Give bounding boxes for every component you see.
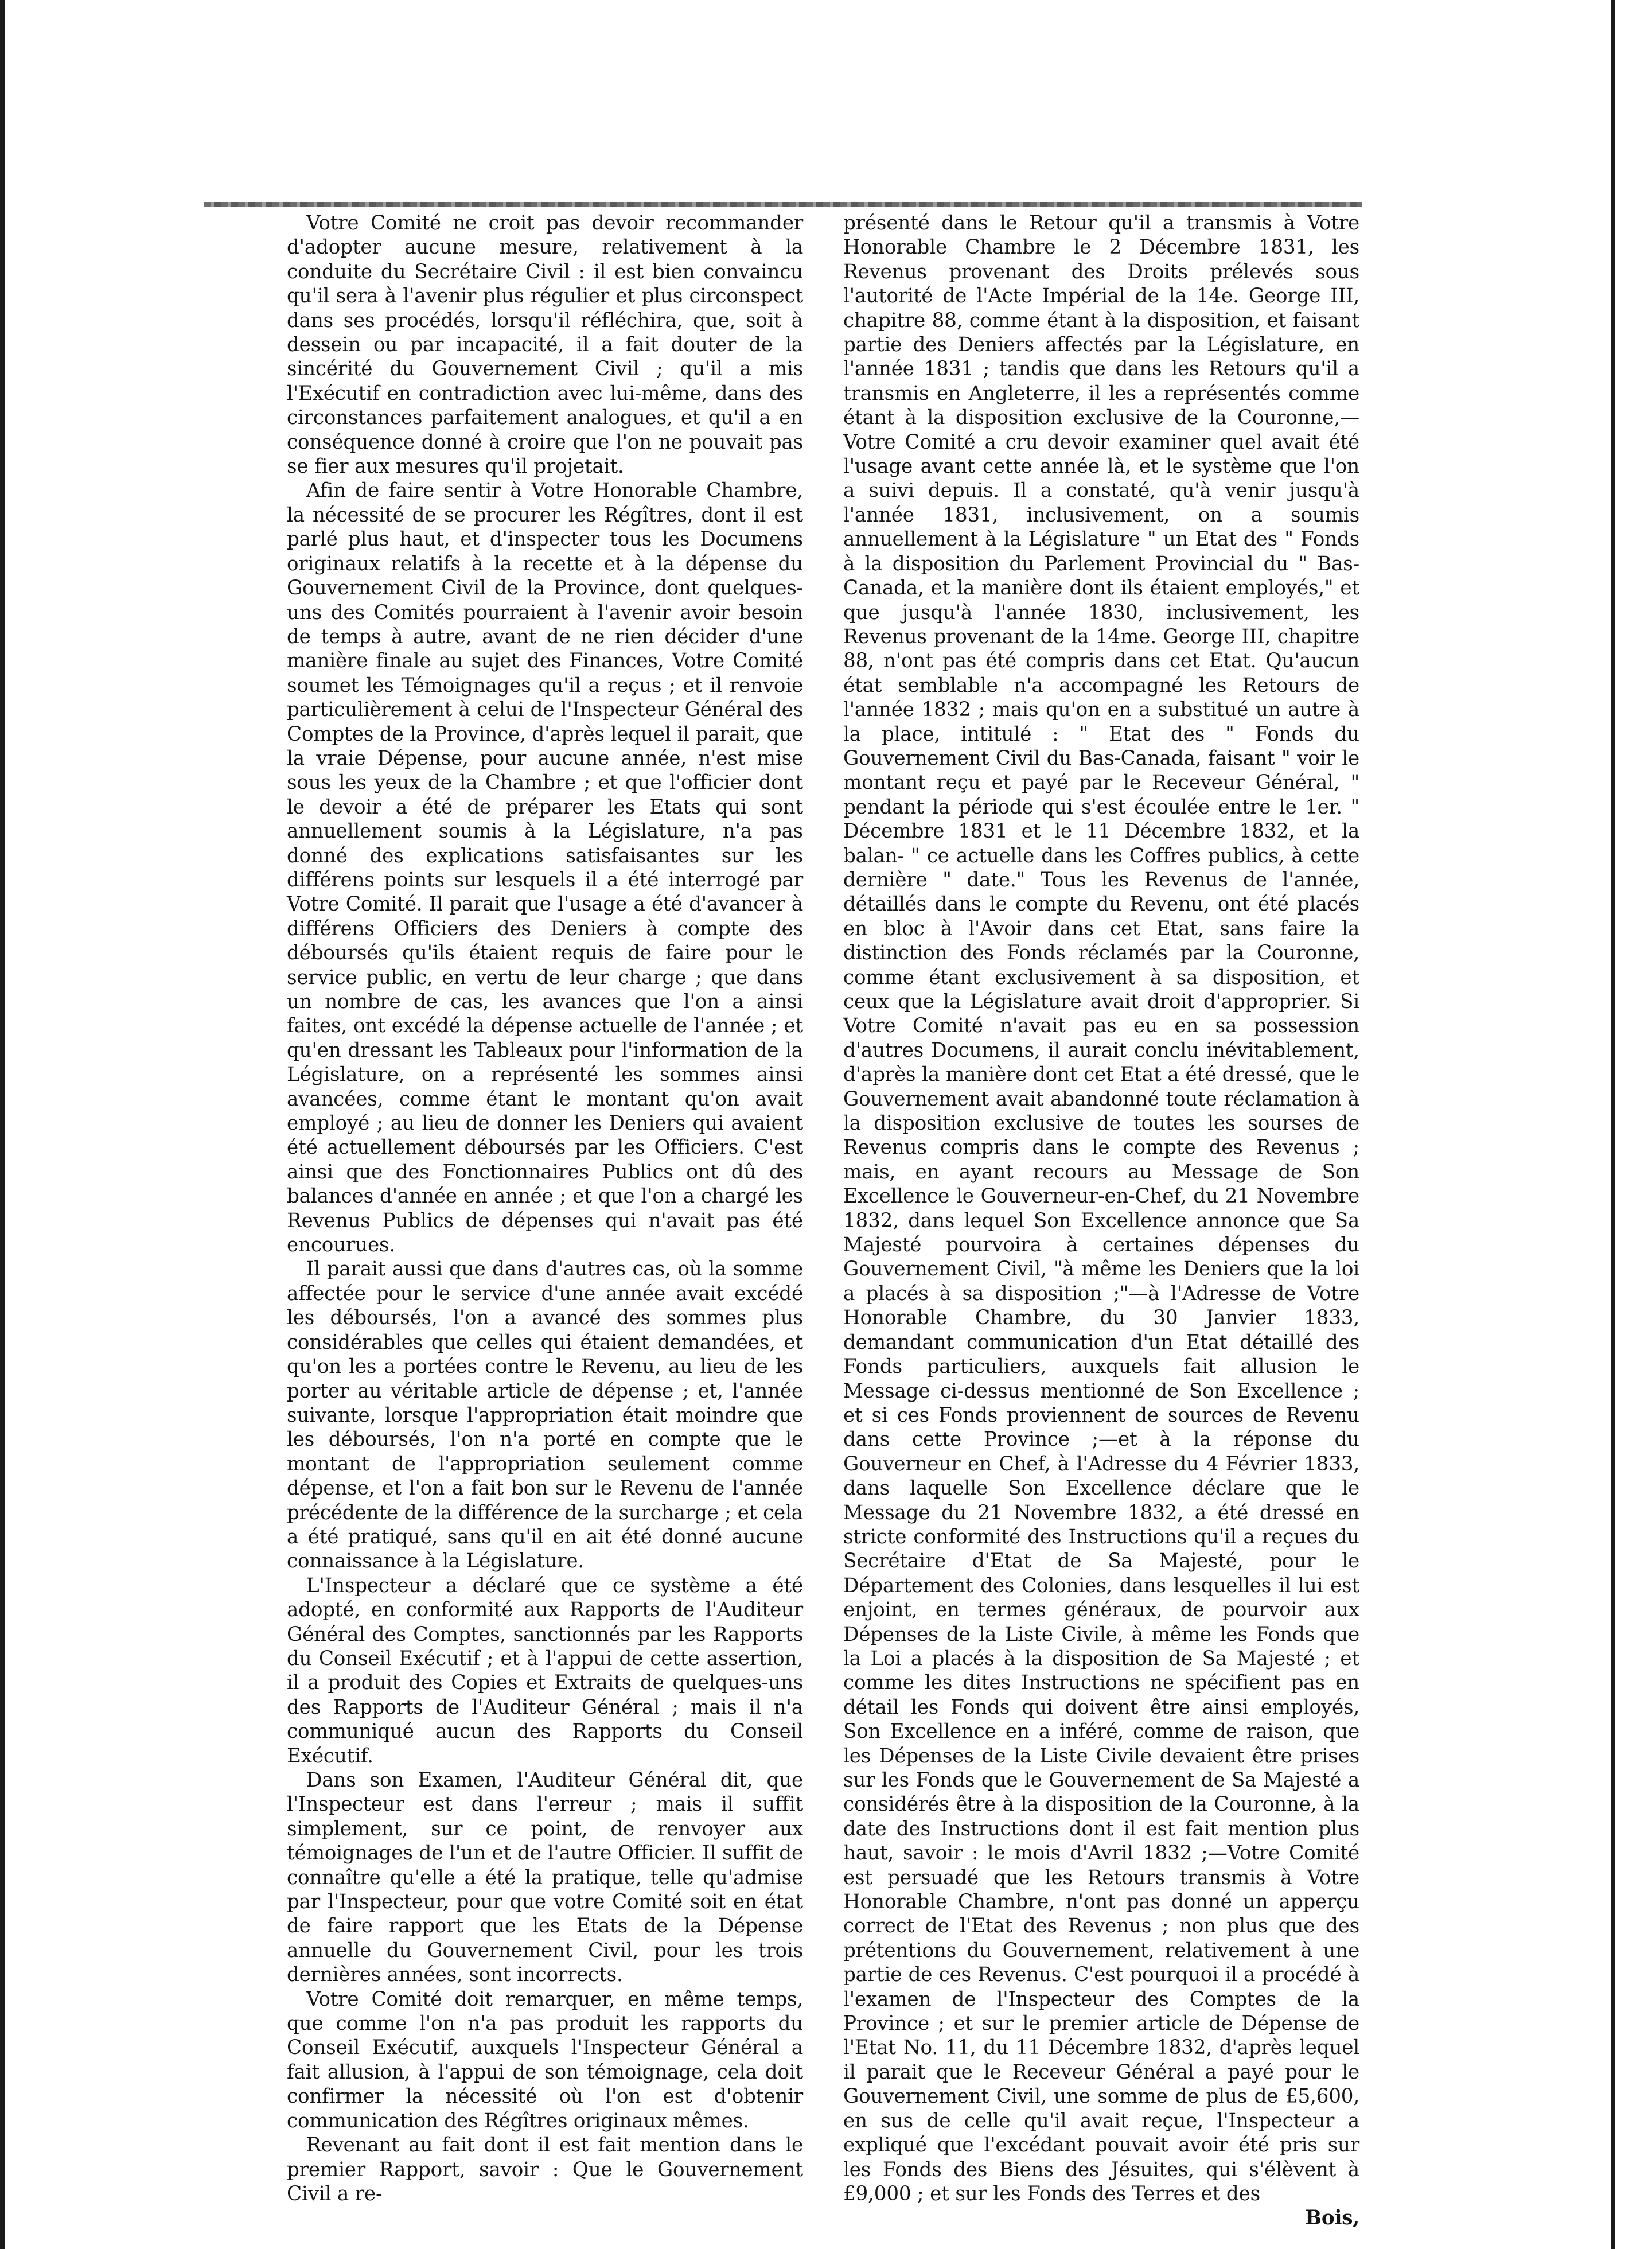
- document-page: [287, 211, 1359, 2230]
- paragraph: Il parait aussi que dans d'autres cas, où la somme affectée pour le service d'une année avait excédé les déboursés, l'on a avancé des sommes plus considérables que celles qui étaient demandées, et qu'on les a portées contre le Revenu, au lieu de les porter au véritable article de dépense ; et, l'année suivante, lorsque l'appropriation était moindre que les déboursés, l'on n'a porté en compte que le montant de l'appropriation seulement comme dépense, et l'on a fait bon sur le Revenu de l'année précédente de la différence de la surcharge ; et cela a été pratiqué, sans qu'il en ait été donné aucune connaissance à la Législature.: [287, 1258, 803, 1573]
- paragraph: Votre Comité doit remarquer, en même temps, que comme l'on n'a pas produit les rapports du Conseil Exécutif, auxquels l'Inspecteur Général a fait allusion, à l'appui de son témoignage, cela doit confirmer la nécessité où l'on est d'obtenir communication des Régîtres originaux mêmes.: [287, 1987, 803, 2133]
- paragraph: Votre Comité ne croit pas devoir recommander d'adopter aucune mesure, relativement à la conduite du Secrétaire Civil : il est bien convaincu qu'il sera à l'avenir plus régulier et plus circonspect dans ses procédés, lorsqu'il réfléchira, que, soit à dessein ou par incapacité, il a fait douter de la sincérité du Gouvernement Civil ; qu'il a mis l'Exécutif en contradiction avec lui-même, dans des circonstances parfaitement analogues, et qu'il a en conséquence donné à croire que l'on ne pouvait pas se fier aux mesures qu'il projetait.: [287, 212, 803, 478]
- paragraph: Revenant au fait dont il est fait mention dans le premier Rapport, savoir : Que le Gouvernement Civil a re-: [287, 2134, 803, 2205]
- scan-edge-right: [1611, 0, 1615, 2249]
- right-column: [843, 211, 1359, 2230]
- scan-edge-left: [0, 0, 5, 2249]
- paragraph: L'Inspecteur a déclaré que ce système a été adopté, en conformité aux Rapports de l'Auditeur Général des Comptes, sanctionnés par les Rapports du Conseil Exécutif ; et à l'appui de cette assertion, il a produit des Copies et Extraits de quelques-uns des Rapports de l'Auditeur Général ; mais il n'a communiqué aucun des Rapports du Conseil Exécutif.: [287, 1574, 803, 1768]
- paragraph: présenté dans le Retour qu'il a transmis à Votre Honorable Chambre le 2 Décembre 1831, les Revenus provenant des Droits prélevés sous l'autorité de l'Acte Impérial de la 14e. George III, chapitre 88, comme étant à la disposition, et faisant partie des Deniers affectés par la Législature, en l'année 1831 ; tandis que dans les Retours qu'il a transmis en Angleterre, il les a représentés comme étant à la disposition exclusive de la Couronne,—Votre Comité a cru devoir examiner quel avait été l'usage avant cette année là, et le système que l'on a suivi depuis. Il a constaté, qu'à venir jusqu'à l'année 1831, inclusivement, on a soumis annuellement à la Législature " un Etat des " Fonds à la disposition du Parlement Provincial du " Bas-Canada, et la manière dont ils étaient employés," et que jusqu'à l'année 1830, inclusivement, les Revenus provenant de la 14me. George III, chapitre 88, n'ont pas été compris dans cet Etat. Qu'aucun état semblable n'a accompagné les Retours de l'année 1832 ; mais qu'on en a substitué un autre à la place, intitulé : " Etat des " Fonds du Gouvernement Civil du Bas-Canada, faisant " voir le montant reçu et payé par le Receveur Général, " pendant la période qui s'est écoulée entre le 1er. " Décembre 1831 et le 11 Décembre 1832, et la balan- " ce actuelle dans les Coffres publics, à cette dernière " date." Tous les Revenus de l'année, détaillés dans le compte du Revenu, ont été placés en bloc à l'Avoir dans cet Etat, sans faire la distinction des Fonds réclamés par la Couronne, comme étant exclusivement à sa disposition, et ceux que la Législature avait droit d'approprier. Si Votre Comité n'avait pas eu en sa possession d'autres Documens, il aurait conclu inévitablement, d'après la manière dont cet Etat a été dressé, que le Gouvernement avait abandonné toute réclamation à la disposition exclusive de toutes les sourses de Revenus compris dans le compte des Revenus ; mais, en ayant recours au Message de Son Excellence le Gouverneur-en-Chef, du 21 Novembre 1832, dans lequel Son Excellence annonce que Sa Majesté pourvoira à certaines dépenses du Gouvernement Civil, "à même les Deniers que la loi a placés à sa disposition ;"—à l'Adresse de Votre Honorable Chambre, du 30 Janvier 1833, demandant communication d'un Etat détaillé des Fonds particuliers, auxquels fait allusion le Message ci-dessus mentionné de Son Excellence ; et si ces Fonds proviennent de sources de Revenu dans cette Province ;—et à la réponse du Gouverneur en Chef, à l'Adresse du 4 Février 1833, dans laquelle Son Excellence déclare que le Message du 21 Novembre 1832, a été dressé en stricte conformité des Instructions qu'il a reçues du Secrétaire d'Etat de Sa Majesté, pour le Département des Colonies, dans lesquelles il lui est enjoint, en termes généraux, de pourvoir aux Dépenses de la Liste Civile, à même les Fonds que la Loi a placés à la disposition de Sa Majesté ; et comme les dites Instructions ne spécifient pas en détail les Fonds qui doivent être ainsi employés, Son Excellence en a inféré, comme de raison, que les Dépenses de la Liste Civile devaient être prises sur les Fonds que le Gouvernement de Sa Majesté a considérés être à la disposition de la Couronne, à la date des Instructions dont il est fait mention plus haut, savoir : le mois d'Avril 1832 ;—Votre Comité est persuadé que les Retours transmis à Votre Honorable Chambre, n'ont pas donné un apperçu correct de l'Etat des Revenus ; non plus que des prétentions du Gouvernement, relativement à une partie de ces Revenus. C'est pourquoi il a procédé à l'examen de l'Inspecteur des Comptes de la Province ; et sur le premier article de Dépense de l'Etat No. 11, du 11 Décembre 1832, d'après lequel il parait que le Receveur Général a payé pour le Gouvernement Civil, une somme de plus de £5,600, en sus de celle qu'il avait reçue, l'Inspecteur a expliqué que l'excédant pouvait avoir été pris sur les Fonds des Biens des Jésuites, qui s'élèvent à £9,000 ; et sur les Fonds des Terres et des: [843, 212, 1359, 2205]
- left-column: [287, 211, 803, 2205]
- paragraph: Dans son Examen, l'Auditeur Général dit, que l'Inspecteur est dans l'erreur ; mais il suffit simplement, sur ce point, de renvoyer aux témoignages de l'un et de l'autre Officier. Il suffit de connaître qu'elle a été la pratique, telle qu'admise par l'Inspecteur, pour que votre Comité soit en état de faire rapport que les Etats de la Dépense annuelle du Gouvernement Civil, pour les trois dernières années, sont incorrects.: [287, 1769, 803, 1987]
- header-rule: [204, 202, 1362, 207]
- catchword: Bois,: [1305, 2207, 1359, 2230]
- paragraph: Afin de faire sentir à Votre Honorable Chambre, la nécessité de se procurer les Régîtres, dont il est parlé plus haut, et d'inspecter tous les Documens originaux relatifs à la recette et à la dépense du Gouvernement Civil de la Province, dont quelques-uns des Comités pourraient à l'avenir avoir besoin de temps à autre, avant de ne rien décider d'une manière finale au sujet des Finances, Votre Comité soumet les Témoignages qu'il a reçus ; et il renvoie particulièrement à celui de l'Inspecteur Général des Comptes de la Province, d'après lequel il parait, que la vraie Dépense, pour aucune année, n'est mise sous les yeux de la Chambre ; et que l'officier dont le devoir a été de préparer les Etats qui sont annuellement soumis à la Législature, n'a pas donné des explications satisfaisantes sur les différens points sur lesquels il a été interrogé par Votre Comité. Il parait que l'usage a été d'avancer à différens Officiers des Deniers à compte des déboursés qu'ils étaient requis de faire pour le service public, en vertu de leur charge ; que dans un nombre de cas, les avances que l'on a ainsi faites, ont excédé la dépense actuelle de l'année ; et qu'en dressant les Tableaux pour l'information de la Législature, on a représenté les sommes ainsi avancées, comme étant le montant qu'on avait employé ; au lieu de donner les Deniers qui avaient été actuellement déboursés par les Officiers. C'est ainsi que des Fonctionnaires Publics ont dû des balances d'année en année ; et que l'on a chargé les Revenus Publics de dépenses qui n'avait pas été encourues.: [287, 479, 803, 1257]
